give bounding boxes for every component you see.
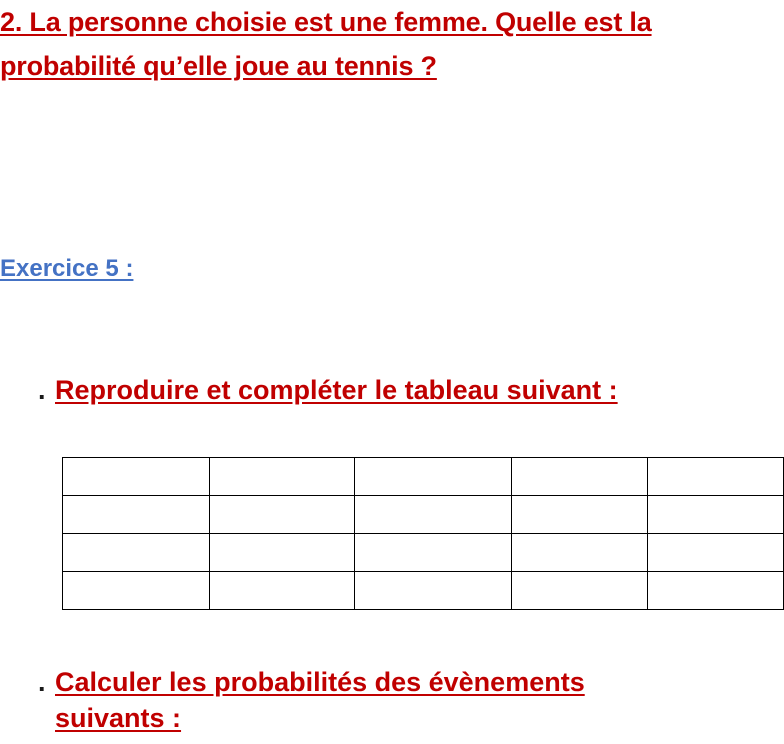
question-2-line-2: probabilité qu’elle joue au tennis ?	[0, 51, 437, 81]
bullet-dot: .	[38, 667, 46, 697]
table-cell	[63, 534, 210, 572]
table-cell	[209, 496, 354, 534]
table-cell	[512, 534, 648, 572]
table-row	[63, 458, 784, 496]
table-cell	[209, 572, 354, 610]
table-cell	[63, 496, 210, 534]
instruction-probabilities-line-1: Calculer les probabilités des évènements	[55, 667, 585, 697]
instruction-text-probabilities	[55, 664, 585, 736]
table-row	[63, 534, 784, 572]
table-cell	[648, 534, 784, 572]
bullet-dot: .	[38, 375, 46, 405]
table-cell	[354, 572, 512, 610]
table-cell	[512, 496, 648, 534]
table-cell	[354, 496, 512, 534]
table-cell	[209, 458, 354, 496]
question-2-line-1: 2. La personne choisie est une femme. Quelle est la	[0, 7, 652, 37]
question-2-heading	[0, 0, 784, 88]
blank-table	[62, 457, 784, 610]
table-cell	[354, 534, 512, 572]
table-cell	[648, 496, 784, 534]
instruction-probabilities-line-2: suivants :	[55, 703, 182, 733]
table-cell	[648, 572, 784, 610]
table-cell	[512, 458, 648, 496]
table-row	[63, 496, 784, 534]
instruction-text-table: Reproduire et compléter le tableau suivant :	[55, 375, 618, 405]
table-cell	[354, 458, 512, 496]
table-row	[63, 572, 784, 610]
table-cell	[63, 458, 210, 496]
table-cell	[209, 534, 354, 572]
table-cell	[63, 572, 210, 610]
table-cell	[648, 458, 784, 496]
exercise-title: Exercice 5 :	[0, 255, 134, 282]
table-cell	[512, 572, 648, 610]
